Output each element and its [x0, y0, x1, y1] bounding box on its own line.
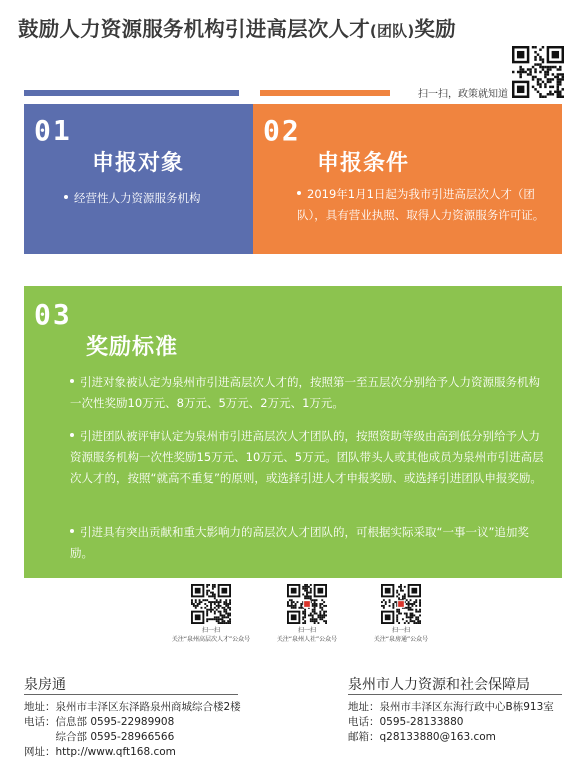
qr-block-2	[262, 584, 352, 643]
footer-left-name: 泉房通	[24, 677, 66, 693]
footer-right-info: 地址：泉州市丰泽区东海行政中心B栋913室 电话：0595-28133880 邮箱：q28133880@163.com	[348, 701, 554, 743]
bullet-icon	[70, 379, 74, 383]
qr-scan-label: 扫一扫	[391, 627, 410, 634]
qr-scan-label: 扫一扫	[297, 627, 316, 634]
scan-tip: 扫一扫，政策就知道	[418, 89, 508, 100]
orange-bar	[260, 90, 390, 96]
panel-title: 申报对象	[92, 151, 185, 176]
bullet-icon	[70, 433, 74, 437]
qr-caption: 关注“泉州人社”公众号	[276, 636, 338, 643]
panel-number: 01	[34, 114, 72, 147]
bullet-icon	[64, 195, 68, 199]
panel-number: 02	[263, 114, 301, 147]
qr-code-icon	[287, 584, 327, 624]
qr-block-3	[356, 584, 446, 643]
bullet-icon	[70, 529, 74, 533]
list-item: 引进具有突出贡献和重大影响力的高层次人才团队的，可根据实际采取“一事一议”追加奖励。	[70, 525, 529, 560]
title-suffix: (团队)	[369, 22, 415, 40]
title-end: 奖励	[414, 17, 456, 41]
qr-code-icon	[191, 584, 231, 624]
list-item: 2019年1月1日起为我市引进高层次人才（团队），具有营业执照、取得人力资源服务许可证。	[297, 187, 545, 222]
panel-title: 申报条件	[317, 151, 410, 176]
footer-left-rule	[24, 694, 238, 695]
list-item: 引进团队被评审认定为泉州市引进高层次人才团队的，按照资助等级由高到低分别给予人力资源服务机构一次性奖励15万元、10万元、5万元。团队带头人或其他成员为泉州市引进高层次人才的，按照“就高不重复”的原则，或选择引进人才申报奖励、或选择引进团队申报奖励。	[70, 429, 544, 485]
blue-bar	[24, 90, 239, 96]
qr-code-icon	[381, 584, 421, 624]
footer-left-info: 地址：泉州市丰泽区东泽路泉州商城综合楼2楼 电话：信息部 0595-22989908 综合部 0595-28966566 网址：http://www.qft168.com	[24, 701, 241, 758]
title-main: 鼓励人力资源服务机构引进高层次人才	[18, 17, 370, 41]
qr-caption: 关注“泉房通”公众号	[373, 636, 429, 643]
panel-title: 奖励标准	[86, 335, 179, 360]
qr-block-1	[166, 584, 256, 643]
panel-number: 03	[34, 298, 72, 331]
list-item: 经营性人力资源服务机构	[64, 188, 244, 209]
page-title	[18, 12, 488, 42]
panel-applicant	[24, 104, 253, 254]
panel-reward	[24, 286, 562, 578]
list-item: 引进对象被认定为泉州市引进高层次人才的，按照第一至五层次分别给予人力资源服务机构一次性奖励10万元、8万元、5万元、2万元、1万元。	[70, 375, 540, 410]
panel-conditions	[253, 104, 562, 254]
qr-code-icon	[512, 46, 564, 98]
bullet-icon	[297, 191, 301, 195]
qr-scan-label: 扫一扫	[201, 627, 220, 634]
qr-caption: 关注“泉州高层次人才”公众号	[171, 636, 251, 643]
footer-right-rule	[348, 694, 562, 695]
footer-right-name: 泉州市人力资源和社会保障局	[348, 677, 530, 693]
